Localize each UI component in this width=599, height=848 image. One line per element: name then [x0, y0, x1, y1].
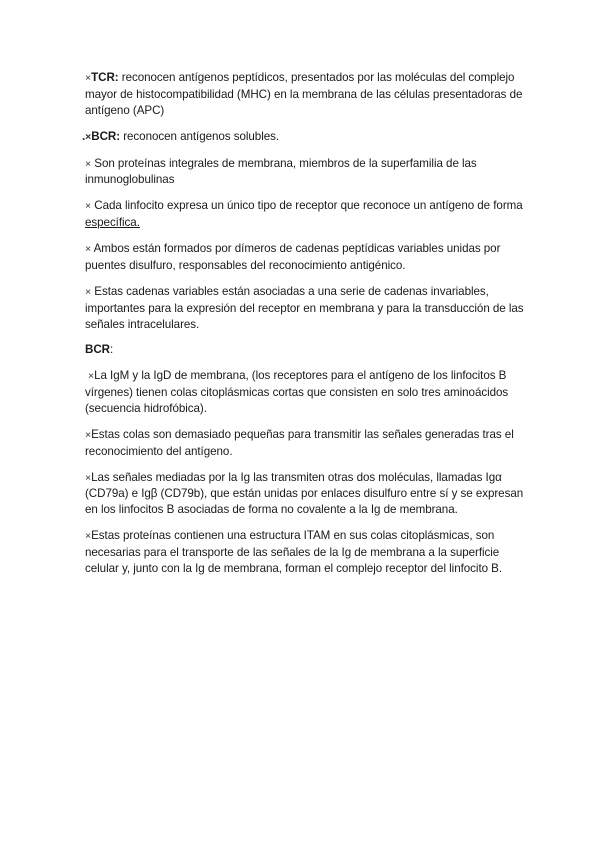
lead-dot: .	[82, 129, 86, 143]
bullet-icon: ×	[85, 530, 92, 543]
item-text: Estas proteínas contienen una estructura ITAM en sus colas citoplásmicas, son necesarias para el transporte de las señales de la Ig de membrana a la superficie celular y, junto con la Ig de membrana, forman el complejo receptor del linfocito B.	[85, 529, 503, 575]
bullet-icon: ×	[88, 370, 95, 383]
item-label: TCR:	[91, 71, 119, 84]
bullet-icon: ×	[85, 471, 92, 484]
item-text: reconocen antígenos solubles.	[120, 129, 280, 143]
bcr-item-igm-igd	[85, 368, 525, 416]
heading-label: BCR	[85, 343, 110, 357]
bullet-icon: ×	[85, 200, 92, 213]
item-text: Ambos están formados por dímeros de cadenas peptídicas variables unidas por puentes disulfuro, responsables del reconocimiento antigénico.	[85, 242, 501, 272]
list-item-dimers	[85, 241, 525, 274]
bullet-icon: ×	[85, 428, 92, 441]
list-item-bcr	[82, 129, 525, 146]
list-item-integral-proteins	[85, 156, 525, 189]
section-heading-bcr	[85, 342, 525, 358]
bullet-icon: ×	[85, 72, 92, 84]
bcr-item-ig-alpha-beta	[85, 470, 525, 518]
item-text: Estas cadenas variables están asociadas a una serie de cadenas invariables, importantes para la expresión del receptor en membrana y para la transducción de las señales intracelulares.	[85, 284, 524, 331]
bcr-item-short-tails	[85, 427, 525, 460]
bullet-icon: ×	[85, 285, 92, 298]
bullet-icon: ×	[85, 243, 92, 256]
item-text: Las señales mediadas por la Ig las transmiten otras dos moléculas, llamadas Igα (CD79a) e Igβ (CD79b), que están unidas por enlaces disulfuro entre sí y se expresan en los linfocitos B asociadas de forma no covalente a la Ig de membrana.	[85, 470, 524, 517]
item-label: BCR:	[91, 129, 121, 143]
item-text: Estas colas son demasiado pequeñas para transmitir las señales generadas tras el reconocimiento del antígeno.	[85, 427, 514, 458]
document-body	[82, 70, 525, 587]
heading-suffix: :	[109, 343, 114, 357]
item-text: reconocen antígenos peptídicos, presentados por las moléculas del complejo mayor de histocompatibilidad (MHC) en la membrana de las células presentadoras de antígeno (APC)	[85, 71, 523, 117]
bcr-item-itam	[85, 528, 525, 576]
list-item-single-receptor	[85, 198, 525, 231]
item-text: La IgM y la IgD de membrana, (los receptores para el antígeno de los linfocitos B vírgenes) tienen colas citoplásmicas cortas que consisten en solo tres aminoácidos (secuencia hidrofóbica).	[85, 369, 509, 415]
item-text: Cada linfocito expresa un único tipo de receptor que reconoce un antígeno de forma	[91, 199, 523, 213]
underlined-text: específica.	[85, 216, 140, 230]
bullet-icon: ×	[85, 130, 92, 143]
list-item-tcr	[85, 70, 525, 118]
item-text: Son proteínas integrales de membrana, miembros de la superfamilia de las inmunoglobulinas	[85, 156, 477, 187]
bullet-icon: ×	[85, 157, 92, 170]
list-item-invariable-chains	[85, 284, 525, 332]
